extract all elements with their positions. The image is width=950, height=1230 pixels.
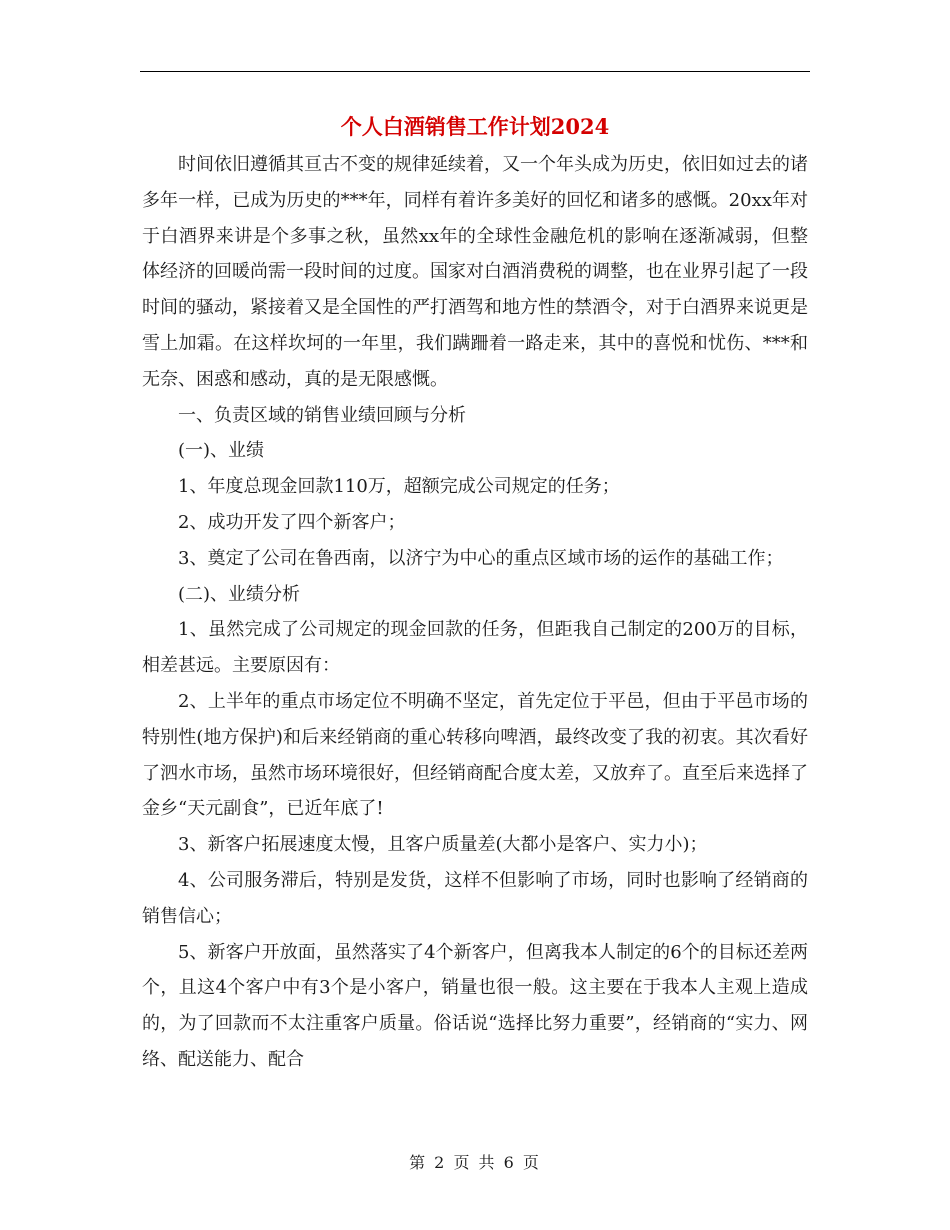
list-item: 4、公司服务滞后，特别是发货，这样不但影响了市场，同时也影响了经销商的销售信心； <box>142 869 808 927</box>
list-item: 1、虽然完成了公司规定的现金回款的任务，但距我自己制定的200万的目标，相差甚远。主要原因有： <box>142 619 808 677</box>
list-item: 3、新客户拓展速度太慢，且客户质量差(大都小是客户、实力小)； <box>178 834 708 856</box>
list-item: 5、新客户开放面，虽然落实了4个新客户，但离我本人制定的6个的目标还差两个，且这4个客户中有3个是小客户，销量也很一般。这主要在于我本人主观上造成的，为了回款而不太注重客户质量。俗话说“选择比努力重要”，经销商的“实力、网络、配送能力、配合 <box>142 941 808 1070</box>
list-item: 2、成功开发了四个新客户； <box>178 511 406 533</box>
paragraph-intro: 时间依旧遵循其亘古不变的规律延续着，又一个年头成为历史，依旧如过去的诸多年一样，已成为历史的***年，同样有着许多美好的回忆和诸多的感慨。20xx年对于白酒界来讲是个多事之秋，虽然xx年的全球性金融危机的影响在逐渐减弱，但整体经济的回暖尚需一段时间的过度。国家对白酒消费税的调整，也在业界引起了一段时间的骚动，紧接着又是全国性的严打酒驾和地方性的禁酒令，对于白酒界来说更是雪上加霜。在这样坎坷的一年里，我们蹒跚着一路走来，其中的喜悦和忧伤、***和无奈、困惑和感动，真的是无限感慨。 <box>142 154 808 390</box>
page-number: 第 2 页 共 6 页 <box>409 1153 541 1172</box>
list-item: 1、年度总现金回款110万，超额完成公司规定的任务； <box>178 476 620 498</box>
document-title: 个人白酒销售工作计划2024 <box>340 114 610 139</box>
list-item: 2、上半年的重点市场定位不明确不坚定，首先定位于平邑，但由于平邑市场的特别性(地方保护)和后来经销商的重心转移向啤酒，最终改变了我的初衷。其次看好了泗水市场，虽然市场环境很好，但经销商配合度太差，又放弃了。直至后来选择了金乡“天元副食”，已近年底了! <box>142 690 808 820</box>
document-body <box>142 147 808 1078</box>
header-rule <box>140 71 810 72</box>
subsection-heading-analysis: (二)、业绩分析 <box>178 583 301 605</box>
subsection-heading-results: (一)、业绩 <box>178 440 265 462</box>
list-item: 3、奠定了公司在鲁西南，以济宁为中心的重点区域市场的运作的基础工作； <box>178 547 784 569</box>
section-heading-1: 一、负责区域的销售业绩回顾与分析 <box>178 404 466 426</box>
